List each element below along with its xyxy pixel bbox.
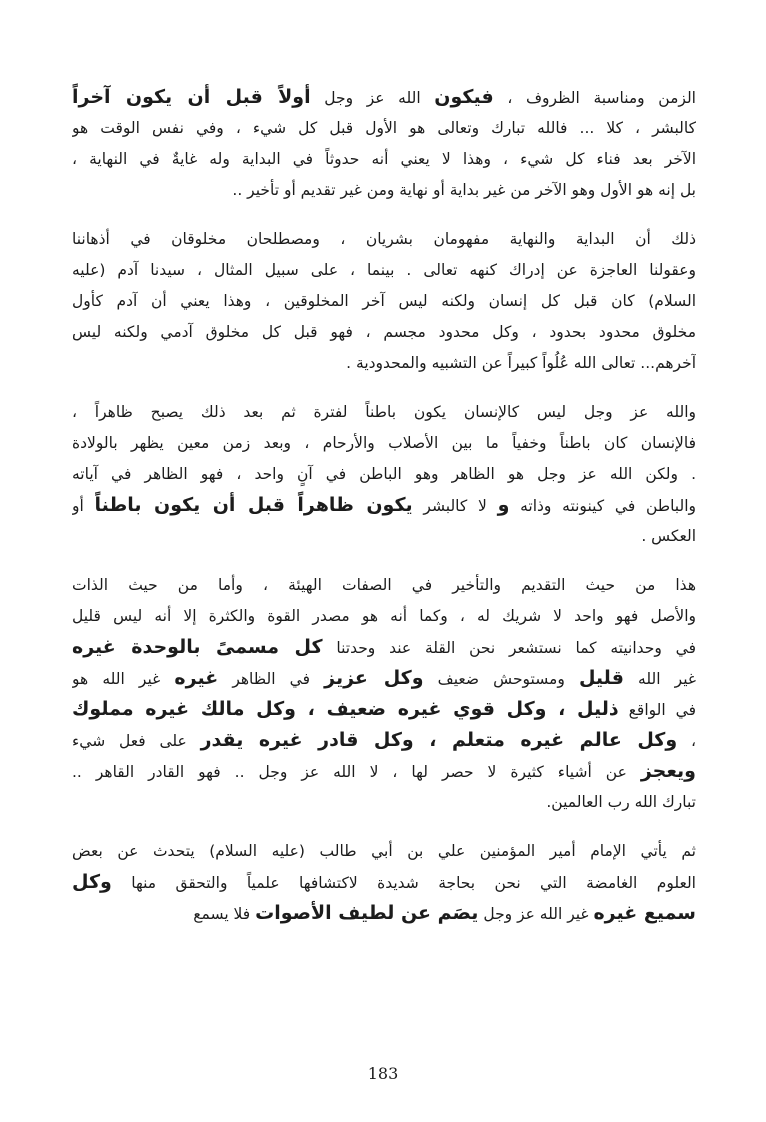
text-run: في الواقع <box>618 701 696 719</box>
bold-text: وكل <box>72 871 112 893</box>
text-line <box>72 898 696 929</box>
text-line <box>72 428 696 459</box>
text-line <box>72 601 696 632</box>
text-run: ثم يأتي الإمام أمير المؤمنين علي بن أبي طالب (عليه السلام) يتحدث عن بعض <box>72 842 696 860</box>
bold-text: ذليل ، وكل قوي غيره ضعيف ، وكل مالك غيره مملوك <box>72 698 619 720</box>
text-run: السلام) كان قبل كل إنسان ولكنه ليس آخر المخلوقين ، وهذا يعني أن آدم كأول <box>72 292 696 310</box>
text-run: عن أشياء كثيرة لا حصر لها ، لا الله عز وجل .. فهو القادر القاهر .. <box>72 763 641 781</box>
bold-text: فيكون <box>434 86 494 108</box>
text-line <box>72 459 696 490</box>
text-run: والله عز وجل ليس كالإنسان يكون باطناً لفترة ثم بعد ذلك يصبح ظاهراً ، <box>72 403 696 421</box>
text-run: العكس . <box>641 527 696 545</box>
text-run: فالإنسان كان باطناً وخفياً ما بين الأصلاب والأرحام ، وبعد زمن معين يظهر بالولادة <box>72 434 696 452</box>
bold-text: يكون ظاهراً قبل أن يكون باطناً <box>94 494 413 516</box>
text-line <box>72 867 696 898</box>
text-line <box>72 286 696 317</box>
text-run: والباطن في كينونته وذاته <box>509 497 696 515</box>
text-run: فلا يسمع <box>193 905 256 923</box>
bold-text: كل مسمىً بالوحدة غيره <box>72 636 323 658</box>
text-line <box>72 348 696 379</box>
bold-text: أولاً قبل أن يكون آخراً <box>72 86 311 108</box>
text-run: غير الله هو <box>72 670 175 688</box>
bold-text: يصَم عن لطيف الأصوات <box>255 902 479 924</box>
text-run: والأصل فهو واحد لا شريك له ، وكما أنه هو مصدر القوة والكثرة إلا أنه ليس قليل <box>72 607 696 625</box>
bold-text: وكل عزيز <box>324 667 424 689</box>
text-line <box>72 224 696 255</box>
text-run: . ولكن الله عز وجل هو الظاهر وهو الباطن في آنٍ واحد ، فهو الظاهر في آياته <box>72 465 696 483</box>
text-run: تبارك الله رب العالمين. <box>546 793 696 811</box>
text-line <box>72 787 696 818</box>
text-line <box>72 694 696 725</box>
text-run: هذا من حيث التقديم والتأخير في الصفات الهيئة ، وأما من حيث الذات <box>72 576 696 594</box>
bold-text: وكل عالم غيره متعلم ، وكل قادر غيره يقدر <box>200 729 678 751</box>
paragraph <box>72 82 696 206</box>
paragraph <box>72 570 696 818</box>
text-run: العلوم الغامضة التي نحن بحاجة شديدة لاكتشافها علمياً والتحقق منها <box>111 874 696 892</box>
bold-text: سميع غيره <box>593 902 696 924</box>
text-line <box>72 82 696 113</box>
text-run: غير الله عز وجل <box>478 905 594 923</box>
bold-text: و <box>497 494 510 516</box>
text-line <box>72 175 696 206</box>
text-run: الآخر بعد فناء كل شيء ، وهذا لا يعني أنه حدوثاً في البداية وله غايةٌ في النهاية ، <box>72 150 696 168</box>
text-line <box>72 317 696 348</box>
text-run: بل إنه هو الأول وهو الآخر من غير بداية أو نهاية ومن غير تقديم أو تأخير .. <box>232 181 696 199</box>
bold-text: ويعجز <box>640 760 696 782</box>
text-line <box>72 397 696 428</box>
text-run: لا كالبشر <box>412 497 498 515</box>
text-run: غير الله <box>623 670 696 688</box>
text-run: ، <box>677 732 696 750</box>
text-run: آخرهم... تعالى الله عُلُواً كبيراً عن التشبيه والمحدودية . <box>346 354 696 372</box>
text-line <box>72 756 696 787</box>
text-line <box>72 725 696 756</box>
text-run: الله عز وجل <box>310 89 435 107</box>
text-run: ومستوحش ضعيف <box>423 670 579 688</box>
paragraph <box>72 397 696 552</box>
text-run: الزمن ومناسبة الظروف ، <box>493 89 696 107</box>
text-line <box>72 570 696 601</box>
text-run: على فعل شيء <box>72 732 201 750</box>
text-line <box>72 144 696 175</box>
text-run: وعقولنا العاجزة عن إدراك كنهه تعالى . بينما ، على سبيل المثال ، سيدنا آدم (عليه <box>72 261 696 279</box>
text-run: في الظاهر <box>218 670 325 688</box>
text-line <box>72 632 696 663</box>
page-number: 183 <box>367 1064 399 1083</box>
text-line <box>72 490 696 521</box>
text-run: ذلك أن البداية والنهاية مفهومان بشريان ، ومصطلحان مخلوقان في أذهاننا <box>72 230 696 248</box>
page-body <box>72 82 696 947</box>
text-run: مخلوق محدود بحدود ، وكل محدود مجسم ، فهو قبل كل مخلوق آدمي ولكنه ليس <box>72 323 696 341</box>
text-line <box>72 113 696 144</box>
text-line <box>72 255 696 286</box>
bold-text: غيره <box>174 667 219 689</box>
text-line <box>72 663 696 694</box>
paragraph <box>72 836 696 929</box>
text-line <box>72 836 696 867</box>
paragraph <box>72 224 696 379</box>
text-line <box>72 521 696 552</box>
text-run: أو <box>72 497 95 515</box>
bold-text: قليل <box>578 667 624 689</box>
text-run: في وحدانيته كما نستشعر نحن القلة عند وحدتنا <box>322 639 696 657</box>
text-run: كالبشر ، كلا ... فالله تبارك وتعالى هو الأول قبل كل شيء ، وفي نفس الوقت هو <box>72 119 696 137</box>
